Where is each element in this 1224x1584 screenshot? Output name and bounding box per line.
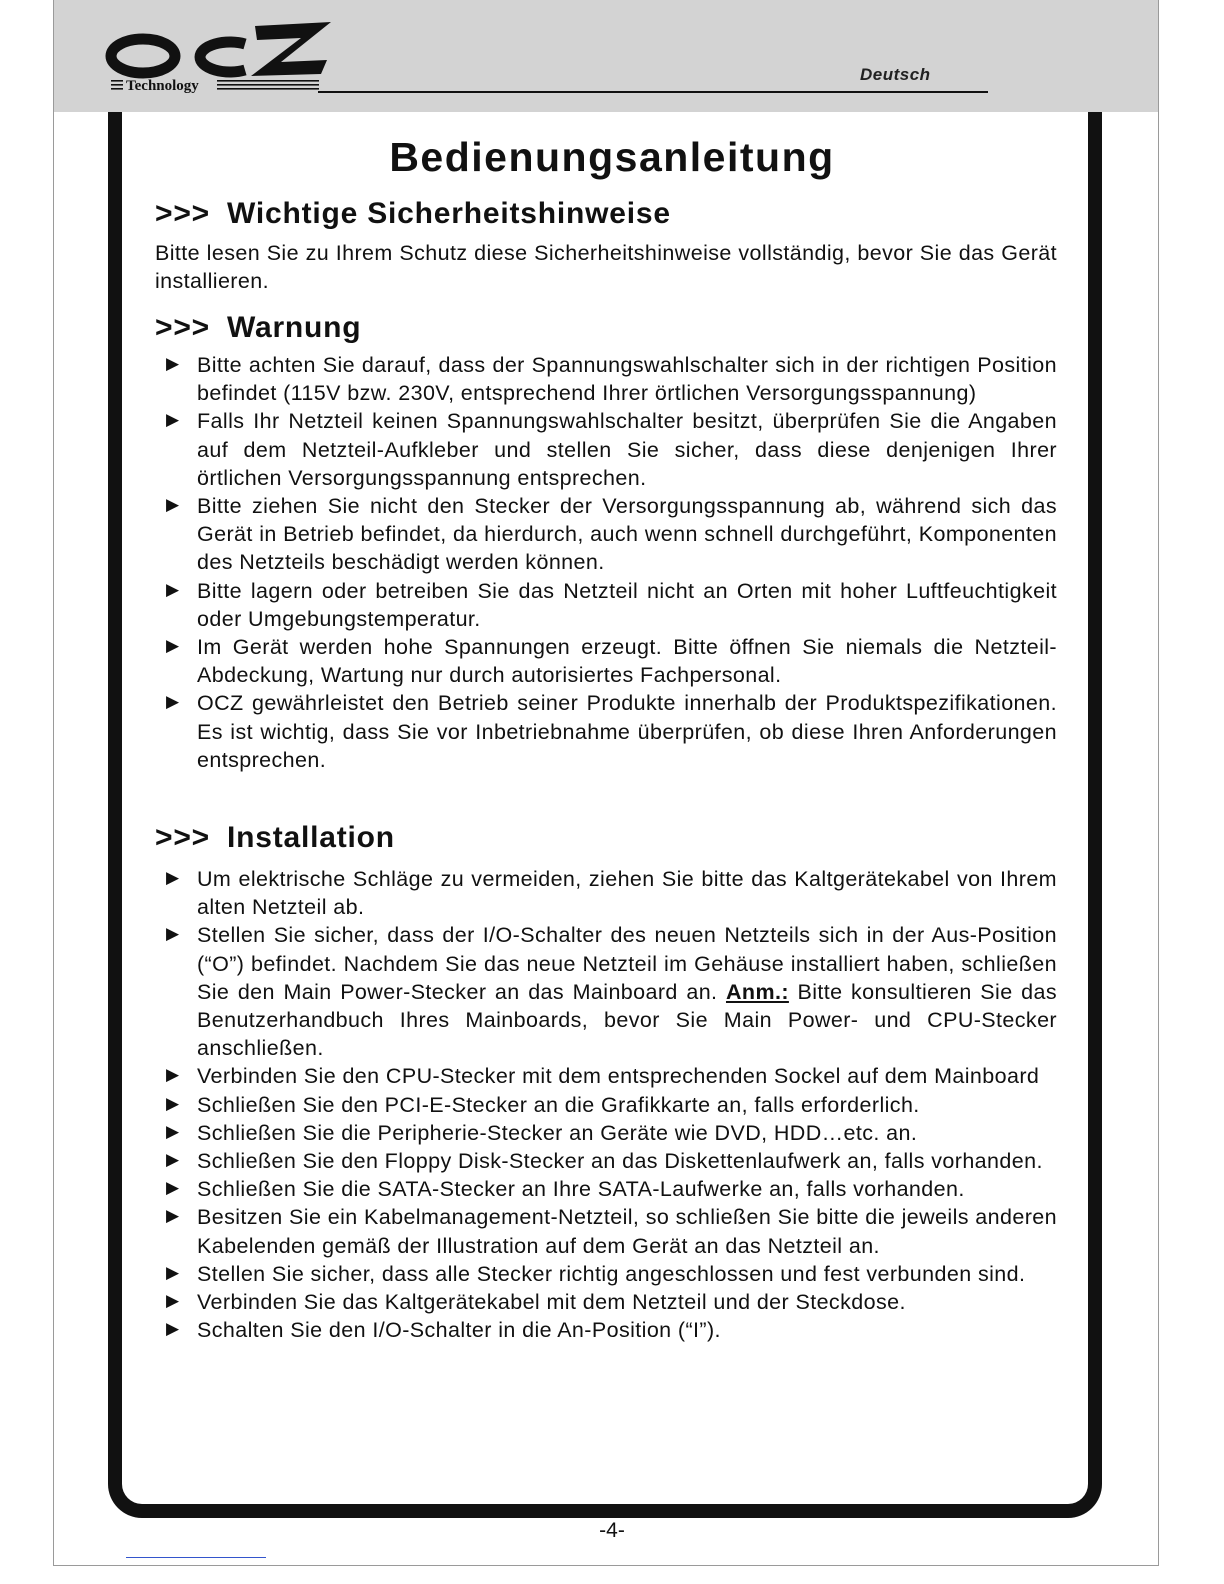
- page-title: Bedienungsanleitung: [389, 134, 835, 180]
- section-arrows: >>>: [155, 821, 210, 854]
- bullet-triangle-icon: ▶: [166, 410, 180, 430]
- safety-intro-text: Bitte lesen Sie zu Ihrem Schutz diese Sicherheitshinweise vollständig, bevor Sie das Gerät installieren.: [155, 241, 1057, 294]
- list-item: [166, 921, 1057, 1062]
- bullet-triangle-icon: ▶: [166, 1121, 180, 1141]
- installation-heading-text: Installation: [226, 821, 395, 854]
- header-rule: [318, 91, 988, 93]
- list-item: [166, 351, 1057, 407]
- list-item-text: Falls Ihr Netzteil keinen Spannungswahlschalter besitzt, überprüfen Sie die Angaben auf dem Netzteil-Aufkleber und stellen Sie sicher, dass diese denjenigen Ihrer örtlichen Versorgungsspannung entsprechen.: [197, 409, 1057, 490]
- list-item-text: Bitte lagern oder betreiben Sie das Netzteil nicht an Orten mit hoher Luftfeuchtigkeit oder Umgebungstemperatur.: [197, 578, 1057, 631]
- bullet-triangle-icon: ▶: [166, 354, 180, 373]
- list-item-text: Bitte achten Sie darauf, dass der Spannungswahlschalter sich in der richtigen Position befindet (115V bzw. 230V, entsprechend Ihrer örtlichen Versorgungsspannung): [197, 353, 1057, 406]
- list-item-text: Schließen Sie die SATA-Stecker an Ihre SATA-Laufwerke an, falls vorhanden.: [197, 1177, 965, 1202]
- bullet-triangle-icon: ▶: [166, 924, 180, 944]
- list-item: [166, 1288, 1057, 1316]
- list-item: [166, 1119, 1057, 1147]
- list-item-text: Stellen Sie sicher, dass alle Stecker richtig angeschlossen und fest verbunden sind.: [197, 1261, 1026, 1286]
- bullet-triangle-icon: ▶: [166, 1319, 180, 1339]
- bullet-triangle-icon: ▶: [166, 636, 180, 656]
- list-item: [166, 1175, 1057, 1203]
- list-item-text: OCZ gewährleistet den Betrieb seiner Produkte innerhalb der Produktspezifikationen. Es ist wichtig, dass Sie vor Inbetriebnahme überprüfen, ob diese Ihren Anforderungen entsprechen.: [197, 691, 1057, 772]
- list-item: [166, 1203, 1057, 1259]
- bullet-triangle-icon: ▶: [166, 1178, 180, 1198]
- bullet-triangle-icon: ▶: [166, 868, 180, 887]
- list-item: [166, 492, 1057, 577]
- bullet-triangle-icon: ▶: [166, 1150, 180, 1170]
- section-arrows: >>>: [155, 197, 210, 230]
- bullet-triangle-icon: ▶: [166, 495, 180, 515]
- language-label: Deutsch: [860, 65, 931, 84]
- page-number: -4-: [599, 1519, 625, 1542]
- ocz-technology-logo: [105, 18, 335, 96]
- list-item-text: Besitzen Sie ein Kabelmanagement-Netzteil, so schließen Sie bitte die jeweils anderen Kabelenden gemäß der Illustration auf dem Gerät an das Netzteil an.: [197, 1205, 1057, 1258]
- list-item-text: Schließen Sie den PCI-E-Stecker an die Grafikkarte an, falls erforderlich.: [197, 1092, 920, 1117]
- list-item-text: Bitte konsultieren Sie das Benutzerhandbuch Ihres Mainboards, bevor Sie Main Power- und CPU-Stecker anschließen.: [197, 979, 1057, 1061]
- list-item: [166, 1316, 1057, 1344]
- list-item-text: Schalten Sie den I/O-Schalter in die An-Position (“I”).: [197, 1318, 721, 1343]
- safety-heading: [155, 197, 671, 231]
- bullet-triangle-icon: ▶: [166, 1262, 180, 1282]
- list-item: [166, 577, 1057, 633]
- list-item-text: Um elektrische Schläge zu vermeiden, ziehen Sie bitte das Kaltgerätekabel von Ihrem alten Netzteil ab.: [197, 867, 1057, 920]
- bullet-triangle-icon: ▶: [166, 579, 180, 599]
- bullet-triangle-icon: ▶: [166, 1206, 180, 1226]
- list-item: [166, 633, 1057, 689]
- list-item: [166, 689, 1057, 774]
- list-item-text: Stellen Sie sicher, dass der I/O-Schalter des neuen Netzteils sich in der Aus-Position (“O”) befindet. Nachdem Sie das neue Netzteil im Gehäuse installiert haben, schließen Sie den Main Power-Stecker an das Mainboard an.: [197, 923, 1057, 1004]
- footer-link-underline: [126, 1557, 266, 1558]
- list-item: [166, 1062, 1057, 1090]
- list-item: [166, 1147, 1057, 1175]
- note-label: Anm.:: [725, 979, 789, 1004]
- list-item: [166, 407, 1057, 492]
- bullet-triangle-icon: ▶: [166, 1291, 180, 1311]
- bullet-triangle-icon: ▶: [166, 1065, 180, 1085]
- list-item: [166, 865, 1057, 921]
- list-item: [166, 1260, 1057, 1288]
- list-item-text: Verbinden Sie das Kaltgerätekabel mit dem Netzteil und der Steckdose.: [197, 1290, 906, 1315]
- bullet-triangle-icon: ▶: [166, 692, 180, 712]
- list-item-text: Verbinden Sie den CPU-Stecker mit dem entsprechenden Sockel auf dem Mainboard: [197, 1064, 1040, 1089]
- bullet-triangle-icon: ▶: [166, 1093, 180, 1113]
- logo-subtext: Technology: [126, 78, 199, 94]
- list-item: [166, 1091, 1057, 1119]
- warning-heading: [155, 311, 361, 345]
- warning-heading-text: Warnung: [226, 311, 362, 344]
- list-item-text: Bitte ziehen Sie nicht den Stecker der Versorgungsspannung ab, während sich das Gerät in Betrieb befindet, da hierdurch, auch wenn schnell durchgeführt, Komponenten des Netzteils beschädigt werden können.: [197, 494, 1057, 575]
- list-item-text: Schließen Sie die Peripherie-Stecker an Geräte wie DVD, HDD…etc. an.: [197, 1120, 918, 1145]
- installation-heading: [155, 821, 395, 855]
- list-item-text: Im Gerät werden hohe Spannungen erzeugt. Bitte öffnen Sie niemals die Netzteil-Abdeckung, Wartung nur durch autorisiertes Fachpersonal.: [197, 635, 1057, 688]
- section-arrows: >>>: [155, 311, 210, 344]
- safety-heading-text: Wichtige Sicherheitshinweise: [226, 197, 671, 230]
- installation-list: [166, 865, 1057, 1344]
- warning-list: [166, 351, 1057, 774]
- list-item-text: Schließen Sie den Floppy Disk-Stecker an das Diskettenlaufwerk an, falls vorhanden.: [197, 1149, 1043, 1174]
